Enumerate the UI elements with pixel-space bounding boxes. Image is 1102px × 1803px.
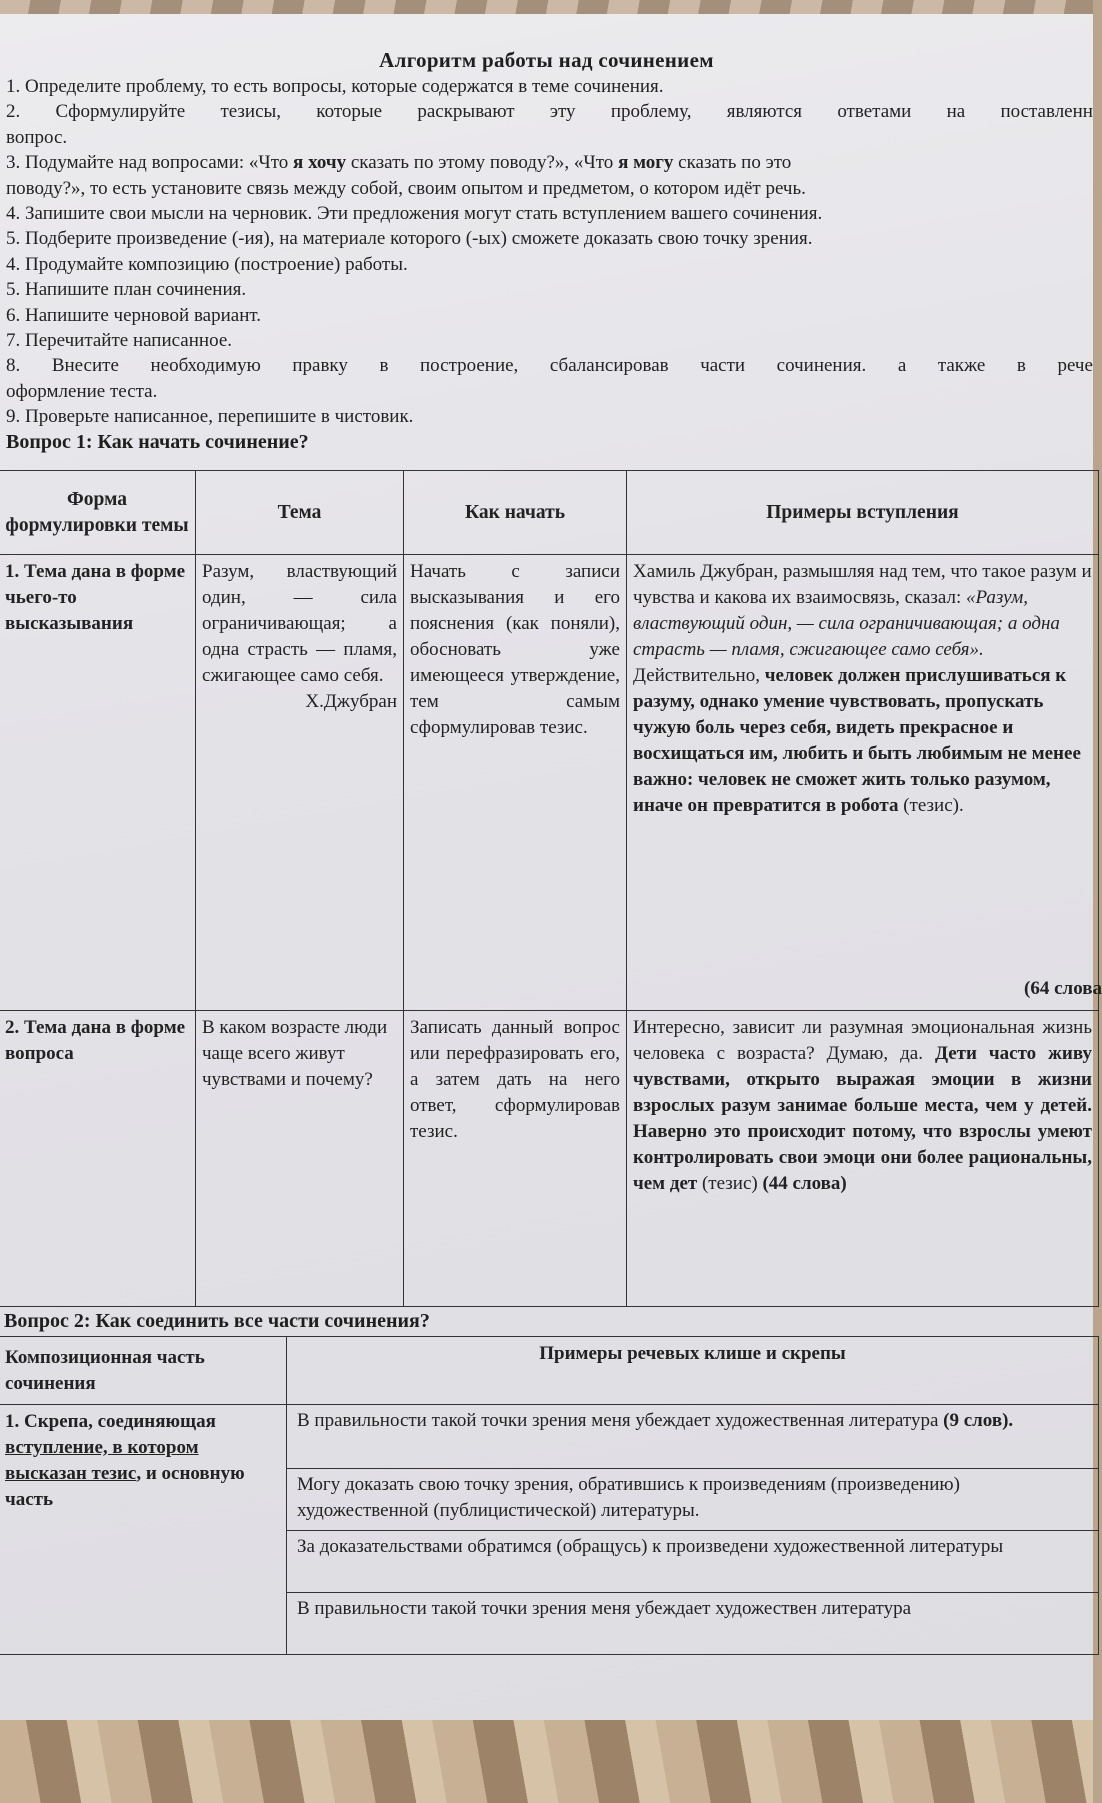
cliche-4: В правильности такой точки зрения меня убеждает художествен литература [287, 1593, 1099, 1655]
row2-form: 2. Тема дана в форме вопроса [0, 1011, 196, 1307]
step-7: 7. Перечитайте написанное. [6, 330, 232, 352]
header-form: Форма формулировки темы [0, 471, 196, 555]
table-row [0, 1011, 1099, 1307]
q2-header-cliches: Примеры речевых клише и скрепы [287, 1337, 1099, 1405]
question1-table [0, 470, 1102, 1307]
question2-title: Вопрос 2: Как соединить все части сочинения? [4, 1310, 430, 1332]
background-bottom [0, 1720, 1093, 1803]
step-1: 1. Определите проблему, то есть вопросы, которые содержатся в теме сочинения. [6, 76, 664, 97]
q2-part: 1. Скрепа, соединяющая вступление, в котором высказан тезис, и основную часть [0, 1405, 287, 1655]
header-theme: Тема [196, 471, 404, 555]
step-8-line1: 8. Внесите необходимую правку в построение, сбалансировав части сочинения. а также в рече [6, 355, 1093, 377]
algorithm-steps [6, 74, 1093, 455]
step-5: 5. Подберите произведение (-ия), на материале которого (-ых) сможете доказать свою точку зрения. [6, 228, 813, 250]
step-8-line2: оформление теста. [6, 380, 158, 402]
row1-word-count: (64 слова [1024, 978, 1102, 999]
step-4: 4. Запишите свои мысли на черновик. Эти предложения могут стать вступлением вашего сочинения. [6, 203, 823, 225]
question2-table [0, 1336, 1099, 1655]
row2-theme: В каком возрасте люди чаще всего живут чувствами и почему? [196, 1011, 404, 1307]
row1-theme-author: Х.Джубран [305, 691, 397, 712]
row1-theme-text: Разум, властвующий один, — сила ограничивающая; а одна страсть — пламя, сжигающее само себя. [202, 561, 397, 686]
step-4b: 4. Продумайте композицию (построение) работы. [6, 253, 408, 275]
step-9: 9. Проверьте написанное, перепишите в чистовик. [6, 406, 414, 428]
question1-title: Вопрос 1: Как начать сочинение? [6, 430, 309, 453]
step-2-line1: 2. Сформулируйте тезисы, которые раскрывают эту проблему, являются ответами на поставленн [6, 101, 1093, 123]
document-sheet [0, 14, 1102, 1730]
row1-theme [196, 555, 404, 1011]
step-3-line2: поводу?», то есть установите связь между собой, своим опытом и предметом, о котором идёт речь. [6, 177, 806, 199]
header-how: Как начать [404, 471, 627, 555]
cliche-1: В правильности такой точки зрения меня убеждает художественная литература (9 слов). [287, 1405, 1099, 1469]
step-6: 6. Напишите черновой вариант. [6, 304, 261, 326]
row1-form: 1. Тема дана в форме чьего-то высказывания [0, 555, 196, 1011]
step-2-line2: вопрос. [6, 126, 68, 148]
table-row [0, 555, 1099, 1011]
table-row [0, 1405, 1099, 1469]
table-header-row [0, 471, 1099, 555]
step-5b: 5. Напишите план сочинения. [6, 279, 247, 301]
page-title: Алгоритм работы над сочинением [379, 48, 714, 72]
row1-how: Начать с записи высказывания и его пояснения (как поняли), обосновать уже имеющееся утверждение, тем самым сформулировав тезис. [404, 555, 627, 1011]
cliche-2: Могу доказать свою точку зрения, обратившись к произведениям (произведению) художественной (публицистической) литературы. [287, 1469, 1099, 1531]
row2-example: Интересно, зависит ли разумная эмоциональная жизнь человека с возраста? Думаю, да. Дети часто живу чувствами, открыто выражая эмоции в жизни взрослых разум занимае больше места, чем у детей. Наверно это происходит потому, что взрослы умеют контролировать свои эмоци они более рациональны, чем дет (тезис) (44 слова) [627, 1011, 1099, 1307]
row2-how: Записать данный вопрос или перефразировать его, а затем дать на него ответ, сформулировав тезис. [404, 1011, 627, 1307]
step-3-line1: 3. Подумайте над вопросами: «Что я хочу сказать по этому поводу?», «Что я могу сказать по это [6, 152, 792, 174]
cliche-3: За доказательствами обратимся (обращусь) к произведени художественной литературы [287, 1531, 1099, 1593]
q2-header-row [0, 1337, 1099, 1405]
q2-header-part: Композиционная часть сочинения [0, 1337, 287, 1405]
row1-example: Хамиль Джубран, размышляя над тем, что такое разум и чувства и какова их взаимосвязь, сказал: «Разум, властвующий один, — сила ограничивающая; а одна страсть — пламя, сжигающее само себя». Действительно, человек должен прислушиваться к разуму, однако умение чувствовать, пропускать чужую боль через себя, видеть прекрасное и восхищаться им, любить и быть любимым не менее важно: человек не сможет жить только разумом, иначе он превратится в робота (тезис). (64 слова [627, 555, 1099, 1011]
header-examples: Примеры вступления [627, 471, 1099, 555]
